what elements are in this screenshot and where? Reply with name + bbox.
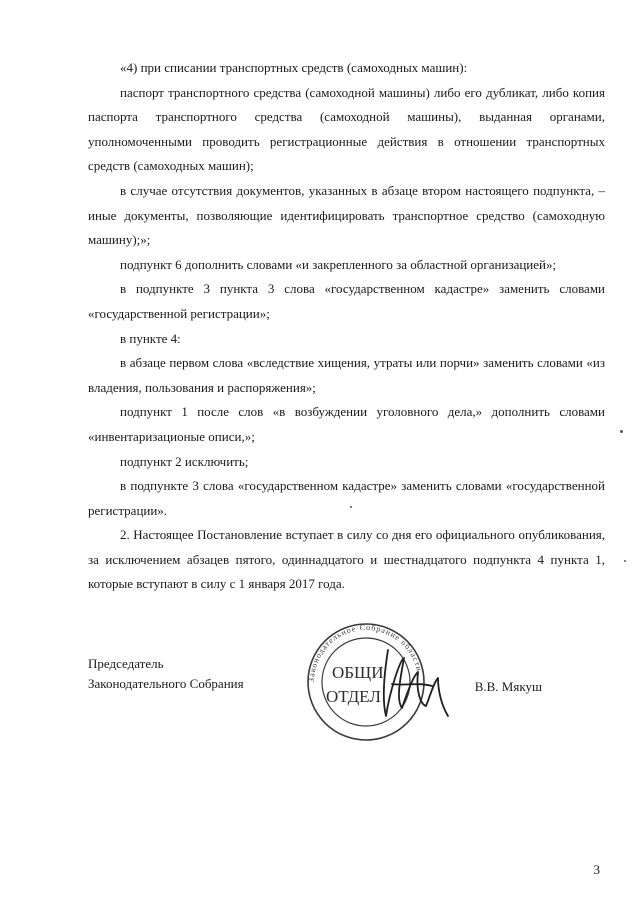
paragraph-item-4: в пункте 4: [120, 330, 181, 346]
stamp-text-line1: ОБЩИ [332, 663, 384, 682]
stamp-ring-text: Законодательное Собрание области [306, 622, 424, 683]
page-number: 3 [593, 862, 600, 877]
signatory-position [88, 654, 244, 694]
signatory-position-line1: Председатель [88, 656, 164, 671]
paragraph-item-4-intro: «4) при списании транспортных средств (самоходных машин): [120, 60, 468, 75]
signatory-position-line2: Законодательного Собрания [88, 676, 244, 691]
paragraph-subitem-6: подпункт 6 дополнить словами «и закрепленного за областной организацией»; [120, 256, 557, 272]
paragraph-first-abzac: в абзаце первом слова «вследствие хищения, утраты или порчи» заменить словами «из владения, пользования и распоряжения»; [88, 355, 605, 395]
paragraph-subitem-1: подпункт 1 после слов «в возбуждении уголовного дела,» дополнить словами «инвентаризационые описи,»; [88, 404, 605, 444]
paragraph-passport: паспорт транспортного средства (самоходной машины) либо его дубликат, либо копия паспорта транспортного средства (самоходной машины), выданная органами, уполномоченными проводить регистрационные действия в отношении транспортных средств (самоходных машин); [88, 84, 605, 174]
paragraph-subitem-3: в подпункте 3 слова «государственном кадастре» заменить словами «государственной регистрации». [88, 478, 605, 518]
paragraph-missing-documents: в случае отсутствия документов, указанных в абзаце втором настоящего подпункта, – иные документы, позволяющие идентифицировать транспортное средство (самоходную машину);»; [88, 182, 605, 248]
paragraph-subitem-3-item-3: в подпункте 3 пункта 3 слова «государственном кадастре» заменить словами «государственной регистрации»; [88, 281, 605, 321]
scan-speck [350, 506, 352, 508]
stamp-text-line2: ОТДЕЛ [326, 687, 381, 706]
scan-speck [624, 560, 626, 562]
paragraph-subitem-2: подпункт 2 исключить; [120, 453, 249, 469]
scan-speck [620, 430, 623, 433]
signatory-name: В.В. Мякуш [474, 679, 542, 694]
paragraph-effective-date: 2. Настоящее Постановление вступает в силу со дня его официального опубликования, за исключением абзацев пятого, одиннадцатого и шестнадцатого подпункта 4 пункта 1, которые вступают в силу с 1 января 2017 года. [88, 527, 605, 592]
document-body [88, 56, 605, 597]
official-stamp-icon [292, 620, 462, 750]
